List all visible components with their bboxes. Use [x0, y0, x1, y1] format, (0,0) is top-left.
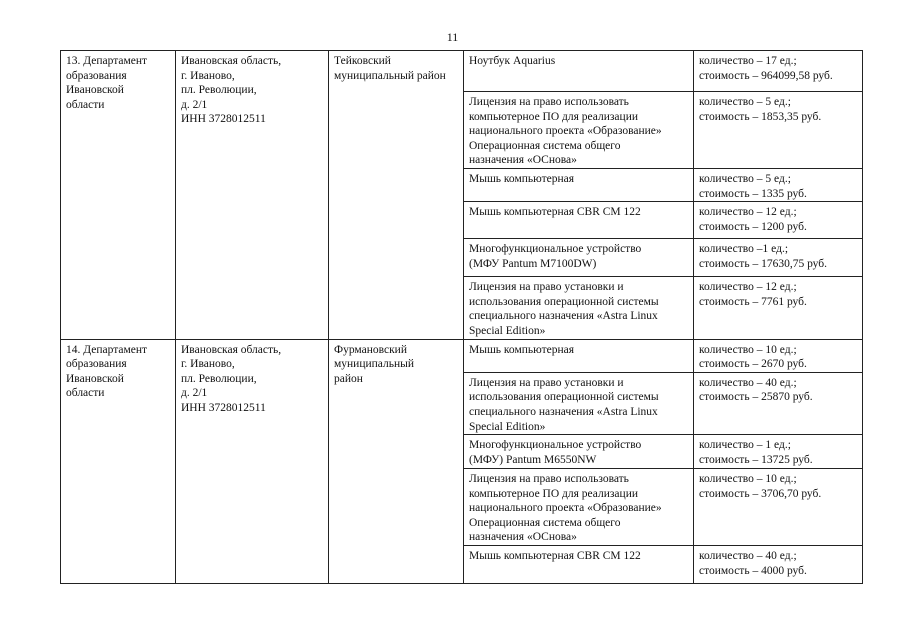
district-cell: Фурмановский муниципальный район — [329, 339, 464, 584]
item-info-cell: количество –1 ед.; стоимость – 17630,75 руб. — [694, 239, 863, 277]
item-name-cell: Мышь компьютерная — [464, 168, 694, 201]
item-name-cell: Лицензия на право установки и использования операционной системы специального назначения «Astra Linux Special Edition» — [464, 372, 694, 434]
item-name-cell: Лицензия на право использовать компьютерное ПО для реализации национального проекта «Образование» Операционная система общего назначения «ОСнова» — [464, 469, 694, 546]
item-info-cell: количество – 17 ед.; стоимость – 964099,58 руб. — [694, 51, 863, 92]
item-name-cell: Мышь компьютерная — [464, 339, 694, 372]
item-name-cell: Мышь компьютерная CBR CM 122 — [464, 202, 694, 239]
item-info-cell: количество – 40 ед.; стоимость – 4000 руб. — [694, 546, 863, 584]
item-info-cell: количество – 10 ед.; стоимость – 3706,70 руб. — [694, 469, 863, 546]
item-name-cell: Многофункциональное устройство (МФУ) Pantum M6550NW — [464, 435, 694, 469]
organization-cell: 14. Департамент образования Ивановской области — [61, 339, 176, 584]
organization-cell: 13. Департамент образования Ивановской области — [61, 51, 176, 340]
item-info-cell: количество – 5 ед.; стоимость – 1853,35 руб. — [694, 92, 863, 169]
item-info-cell: количество – 40 ед.; стоимость – 25870 руб. — [694, 372, 863, 434]
item-info-cell: количество – 12 ед.; стоимость – 7761 руб. — [694, 277, 863, 339]
item-info-cell: количество – 1 ед.; стоимость – 13725 руб. — [694, 435, 863, 469]
equipment-table — [60, 50, 863, 584]
address-cell: Ивановская область, г. Иваново, пл. Революции, д. 2/1 ИНН 3728012511 — [176, 51, 329, 340]
item-name-cell: Многофункциональное устройство (МФУ Pantum M7100DW) — [464, 239, 694, 277]
item-info-cell: количество – 10 ед.; стоимость – 2670 руб. — [694, 339, 863, 372]
item-info-cell: количество – 12 ед.; стоимость – 1200 руб. — [694, 202, 863, 239]
table-row — [61, 51, 863, 92]
item-info-cell: количество – 5 ед.; стоимость – 1335 руб. — [694, 168, 863, 201]
item-name-cell: Лицензия на право использовать компьютерное ПО для реализации национального проекта «Образование» Операционная система общего назначения «ОСнова» — [464, 92, 694, 169]
address-cell: Ивановская область, г. Иваново, пл. Революции, д. 2/1 ИНН 3728012511 — [176, 339, 329, 584]
district-cell: Тейковский муниципальный район — [329, 51, 464, 340]
item-name-cell: Лицензия на право установки и использования операционной системы специального назначения «Astra Linux Special Edition» — [464, 277, 694, 339]
item-name-cell: Ноутбук Aquarius — [464, 51, 694, 92]
table-row — [61, 339, 863, 372]
page-number: 11 — [446, 30, 459, 44]
item-name-cell: Мышь компьютерная CBR CM 122 — [464, 546, 694, 584]
